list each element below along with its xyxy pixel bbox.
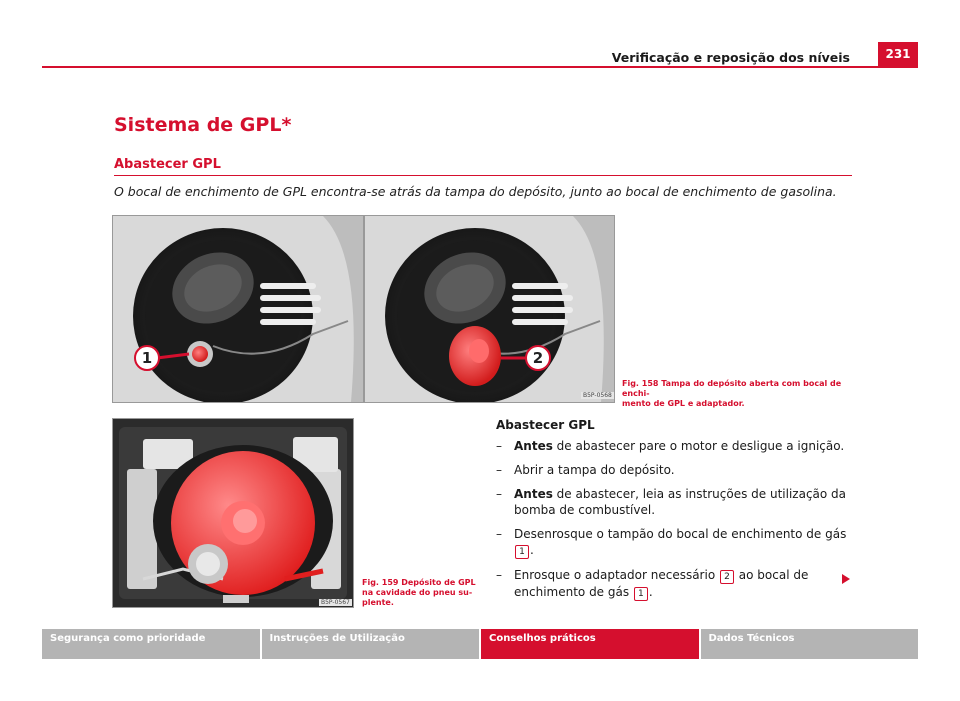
- header-rule: [42, 66, 918, 68]
- running-header-title: Verificação e reposição dos níveis: [611, 50, 850, 65]
- reference-marker-1: 1: [515, 545, 529, 559]
- figure-158-caption-line: Fig. 158 Tampa do depósito aberta com bocal de enchi-: [622, 379, 842, 398]
- continue-arrow-icon: [842, 574, 850, 584]
- section-title: Sistema de GPL*: [114, 114, 292, 136]
- list-item: [496, 438, 856, 454]
- subsection-rule: [114, 175, 852, 176]
- subsection-title: Abastecer GPL: [114, 157, 221, 172]
- instructions-list: [496, 438, 856, 609]
- figure-159-caption-line: plente.: [362, 598, 394, 607]
- step-text: Enrosque o adaptador necessário: [514, 568, 719, 582]
- list-item: [496, 526, 856, 559]
- reference-marker-1: 1: [634, 587, 648, 601]
- step-text: .: [648, 585, 653, 599]
- figure-158-caption-line: mento de GPL e adaptador.: [622, 399, 745, 408]
- figure-159-caption-line: na cavidade do pneu su-: [362, 588, 473, 597]
- footer-tabs: [42, 629, 918, 659]
- figure-159-image: [112, 418, 354, 608]
- step-text: Abrir a tampa do depósito.: [514, 463, 675, 477]
- intro-paragraph: O bocal de enchimento de GPL encontra-se atrás da tampa do depósito, junto ao bocal de enchimento de gasolina.: [114, 184, 837, 199]
- tab-instrucoes[interactable]: Instruções de Utilização: [262, 629, 480, 659]
- figure-158-caption: [622, 379, 862, 409]
- figure-159-caption-line: Fig. 159 Depósito de GPL: [362, 578, 476, 587]
- list-item: [496, 486, 856, 518]
- tab-conselhos-praticos[interactable]: Conselhos práticos: [481, 629, 699, 659]
- list-item: [496, 462, 856, 478]
- figure-158-image: [112, 215, 615, 403]
- step-emphasis: Antes: [514, 487, 553, 501]
- instructions-title: Abastecer GPL: [496, 418, 595, 432]
- step-text: .: [530, 543, 534, 557]
- step-emphasis: Antes: [514, 439, 553, 453]
- page-number-badge: 231: [878, 42, 918, 66]
- step-text: de abastecer pare o motor e desligue a ignição.: [552, 439, 845, 453]
- figure-158-code: B5P-0568: [583, 392, 612, 399]
- figure-158-label-2: 2: [532, 349, 544, 367]
- figure-159-code: B5P-0567: [321, 599, 350, 606]
- tab-dados-tecnicos[interactable]: Dados Técnicos: [701, 629, 919, 659]
- tab-seguranca[interactable]: Segurança como prioridade: [42, 629, 260, 659]
- step-text: de abastecer, leia as instruções de utilização da bomba de combustível.: [514, 487, 847, 517]
- reference-marker-2: 2: [720, 570, 734, 584]
- step-text: ao bocal de enchimento de gás: [514, 568, 809, 599]
- step-text: Desenrosque o tampão do bocal de enchimento de gás: [514, 527, 847, 541]
- figure-158-label-1: 1: [141, 349, 153, 367]
- list-item: [496, 567, 856, 601]
- figure-159-caption: [362, 578, 482, 608]
